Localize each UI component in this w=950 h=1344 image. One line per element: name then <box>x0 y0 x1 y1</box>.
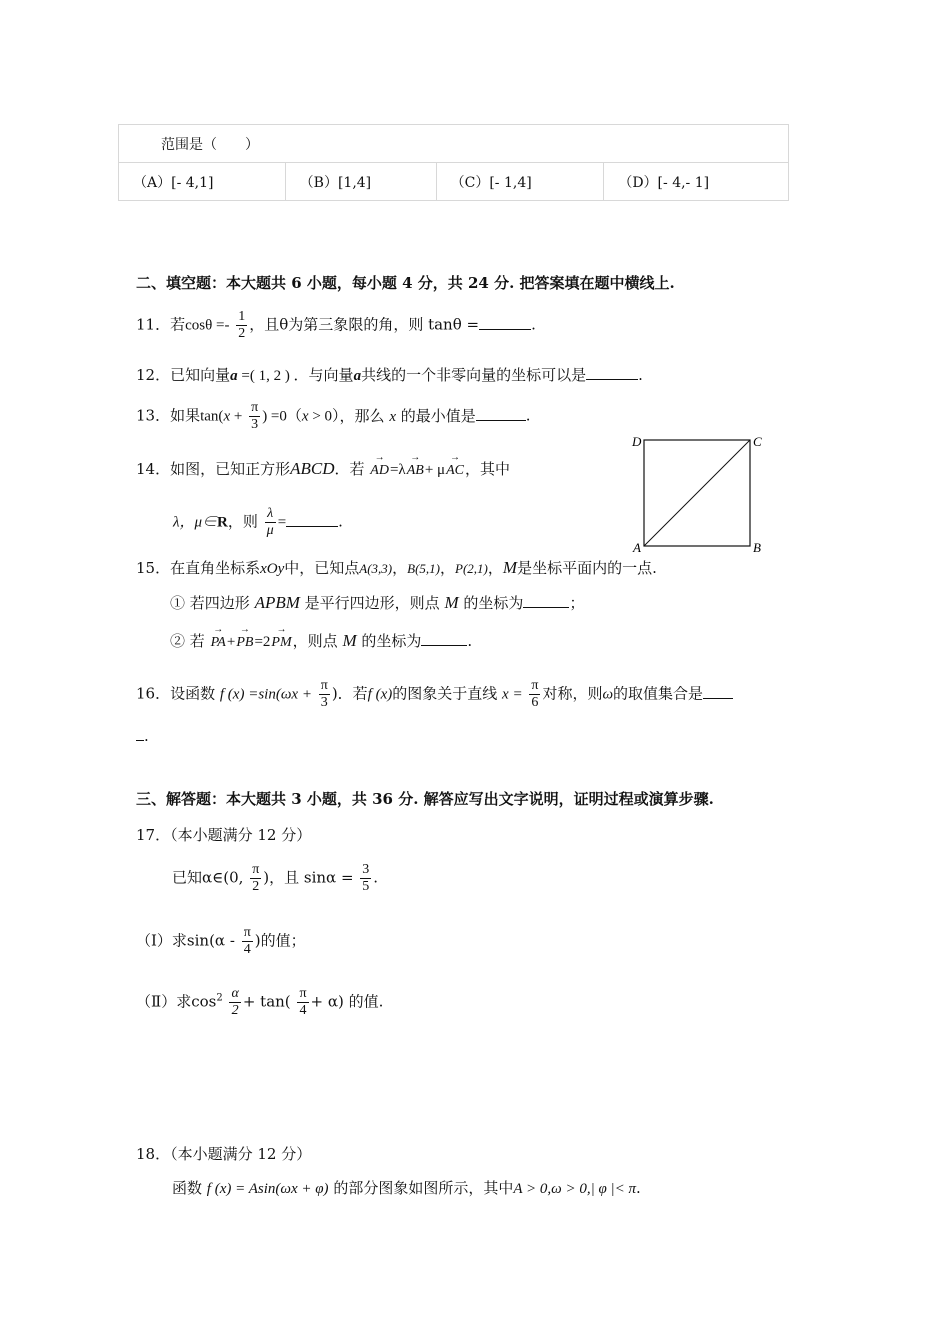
vertex-c-label: C <box>753 434 762 449</box>
q14-square-name: ABCD <box>290 459 335 478</box>
vertex-b-label: B <box>753 540 761 555</box>
q16-line-x: x = <box>502 686 523 703</box>
q15-sub1-text-a: ① 若四边形 <box>170 594 250 612</box>
q15-sub2 <box>170 630 472 651</box>
q17-part2 <box>136 986 383 1019</box>
q12-text1: 已知向量 <box>170 366 231 384</box>
q15-vector-pm: → PM <box>271 635 291 651</box>
q12-answer-blank[interactable] <box>586 365 638 380</box>
q11-answer-blank[interactable] <box>479 315 531 330</box>
q16-fraction2: $\frac{\pi}{6}$ <box>531 678 539 711</box>
q17-part1-text-a: （Ⅰ）求sin(α - <box>136 931 235 950</box>
q15-text3: ， <box>487 559 503 577</box>
q18-text1: 函数 <box>172 1179 203 1197</box>
q16-function: f (x) =sin(ωx + <box>219 686 312 703</box>
q17-part2-fraction2: $\frac{\pi}{4}$ <box>299 986 307 1019</box>
q17-given-b: )，且 sinα = <box>263 868 354 887</box>
q14-square-figure <box>628 432 768 556</box>
section3-heading: 三、解答题：本大题共 3 小题，共 36 分. 解答应写出文字说明，证明过程或演算步骤. <box>136 790 714 808</box>
q15-comma2: ， <box>440 559 456 577</box>
q10-option-d: （D）[- 4,- 1] <box>604 163 789 201</box>
vertex-d-label: D <box>632 434 642 449</box>
q18-body <box>172 1177 641 1198</box>
q14-text4: . <box>338 512 343 531</box>
q13-text3: . <box>525 406 531 425</box>
q16 <box>136 678 733 711</box>
q14-line1 <box>136 458 510 479</box>
q15-vector-pa: → PA <box>211 635 226 651</box>
q10-option-a: （A）[- 4,1] <box>119 163 286 201</box>
q17-given-c: . <box>373 868 379 887</box>
q18-function: f (x) = Asin(ωx + φ) <box>206 1181 329 1197</box>
q16-text4: 对称，则 <box>542 684 603 703</box>
q11-text3: . <box>531 315 536 334</box>
q16-text2: )．若 <box>331 684 368 703</box>
q16-answer-blank[interactable] <box>703 684 733 699</box>
q13-text-b: ，那么 x 的最小值是 <box>339 406 476 425</box>
q15-sub1-text-b: 是平行四边形，则点 <box>304 594 440 612</box>
q16-omega: ω <box>602 686 614 703</box>
q14-text2: ．若 <box>334 460 365 478</box>
q10-option-b: （B）[1,4] <box>285 163 436 201</box>
q15-sub1-m: M <box>444 593 459 612</box>
q15-quad-name: APBM <box>254 593 300 612</box>
q15-sub1-answer-blank[interactable] <box>523 593 569 608</box>
q11-number: 11． <box>136 315 171 334</box>
q14-real-set: R <box>217 514 228 531</box>
q11 <box>136 309 536 342</box>
q10-options-table <box>118 124 789 201</box>
q18-number: 18． <box>136 1145 171 1163</box>
q14-vector-ab: → AB <box>407 463 424 479</box>
q16-text6: . <box>144 727 149 745</box>
q15-point-m: M <box>502 558 518 577</box>
q15-sub2-answer-blank[interactable] <box>421 631 467 646</box>
q13-number: 13． <box>136 406 171 425</box>
q17-given <box>172 862 378 895</box>
q10-option-c: （C）[- 1,4] <box>436 163 604 201</box>
q18-score: （本小题满分 12 分） <box>170 1145 312 1163</box>
q15-number: 15． <box>136 559 171 577</box>
q15-comma1: ， <box>392 559 408 577</box>
q15-coord-system: xOy <box>260 561 285 577</box>
q15-sub2-text-a: ② 若 <box>170 632 205 650</box>
q16-text1: 设函数 <box>170 684 216 703</box>
q15-sub2-m: M <box>342 631 357 650</box>
q15-point-p: P(2,1) <box>455 561 488 576</box>
q11-fraction: $\frac{1}{2}$ <box>238 309 246 342</box>
q12-vector-a2: a <box>353 368 362 384</box>
section2-heading: 二、填空题：本大题共 6 小题，每小题 4 分，共 24 分. 把答案填在题中横线上. <box>136 274 675 292</box>
q12-text4: . <box>638 366 643 384</box>
q12 <box>136 364 643 385</box>
q13 <box>136 400 531 433</box>
q11-expr: cosθ =- <box>185 317 230 334</box>
q14-text3: ，其中 <box>464 460 510 478</box>
q15-text1: 在直角坐标系 <box>170 559 261 577</box>
q17-part2-text-b: + tan( <box>242 992 291 1011</box>
q16-number: 16． <box>136 684 171 703</box>
q16-cont <box>136 726 149 745</box>
q14-text-then: ，则 <box>227 512 258 531</box>
q16-text3: 的图象关于直线 <box>392 684 498 703</box>
q15-sub1 <box>170 592 584 613</box>
q17-part2-text-c: + α) 的值. <box>310 992 384 1011</box>
q17-score: （本小题满分 12 分） <box>170 826 312 844</box>
q15-plus: + <box>226 634 236 650</box>
q15-sub1-text-c: 的坐标为 <box>463 594 524 612</box>
q16-answer-blank-cont[interactable] <box>136 726 144 741</box>
q13-text-a: 如果 <box>170 406 201 425</box>
q18-text3: . <box>636 1179 641 1197</box>
vertex-a-label: A <box>633 540 641 555</box>
q13-expr2: ) =0（x > 0） <box>262 408 340 425</box>
q15-sub2-text-d: . <box>467 632 473 650</box>
diagonal-ac <box>644 440 750 546</box>
q15-eq2: =2 <box>254 634 271 650</box>
q17-part1 <box>136 925 306 958</box>
q17-fraction-pi2: $\frac{\pi}{2}$ <box>252 862 260 895</box>
q13-answer-blank[interactable] <box>476 406 526 421</box>
q14-eq: =λ <box>389 462 406 478</box>
q16-fraction1: $\frac{\pi}{3}$ <box>320 678 328 711</box>
q14-answer-blank[interactable] <box>286 512 338 527</box>
q14-vector-ac: → AC <box>446 463 464 479</box>
q12-text2: =( 1, 2 ) ．与向量 <box>237 368 354 384</box>
q17-given-a: 已知α∈(0, <box>172 868 244 887</box>
q15-sub1-text-d: ； <box>569 594 585 612</box>
q14-fraction: $\frac{\lambda}{\mu}$ <box>266 506 274 539</box>
q12-text3: 共线的一个非零向量的坐标可以是 <box>361 366 587 384</box>
q13-expr: tan(x + <box>200 408 243 425</box>
q10-range-text: 范围是（ ） <box>119 125 789 163</box>
q14-vector-ad: → AD <box>370 463 389 479</box>
q12-vector-a: a <box>230 368 238 384</box>
q17-fraction-35: $\frac{3}{5}$ <box>362 862 370 895</box>
q15-text2: 中，已知点 <box>284 559 360 577</box>
q17-part1-text-b: )的值； <box>254 931 306 950</box>
q18-text2: 的部分图象如图所示，其中 <box>333 1179 514 1197</box>
q14-text1: 如图，已知正方形 <box>170 460 291 478</box>
q12-number: 12． <box>136 366 171 384</box>
q14-line2 <box>173 506 343 539</box>
q15-point-b: B(5,1) <box>407 561 441 576</box>
q17-part2-text-a: （Ⅱ）求cos <box>136 992 217 1011</box>
q18-condition: A > 0,ω > 0,| φ |< π <box>513 1181 637 1197</box>
q14-plus: + μ <box>424 462 446 478</box>
q11-text1: 若 <box>170 315 186 334</box>
q11-text2: ，且θ为第三象限的角，则 tanθ = <box>249 315 480 334</box>
q16-function2: f (x) <box>367 686 393 703</box>
q15-sub2-text-c: 的坐标为 <box>361 632 422 650</box>
q14-lambda-mu-in: λ，μ∈ <box>173 514 218 531</box>
q18-header <box>136 1143 311 1164</box>
q17-number: 17． <box>136 826 171 844</box>
q15-point-a: A(3,3) <box>359 561 393 576</box>
q15-sub2-text-b: ，则点 <box>292 632 338 650</box>
q14-number: 14． <box>136 460 171 478</box>
q15-text4: 是坐标平面内的一点. <box>517 559 657 577</box>
q16-text5: 的取值集合是 <box>613 684 704 703</box>
q15-vector-pb: → PB <box>236 635 253 651</box>
q17-part1-fraction: $\frac{\pi}{4}$ <box>243 925 251 958</box>
q17-part2-sup: 2 <box>216 992 223 1004</box>
q14-eq2: = <box>277 514 287 531</box>
q17-header <box>136 824 311 845</box>
q15-line1 <box>136 557 657 578</box>
q17-part2-fraction1: $\frac{\alpha}{2}$ <box>231 986 239 1019</box>
q13-fraction: $\frac{\pi}{3}$ <box>251 400 259 433</box>
